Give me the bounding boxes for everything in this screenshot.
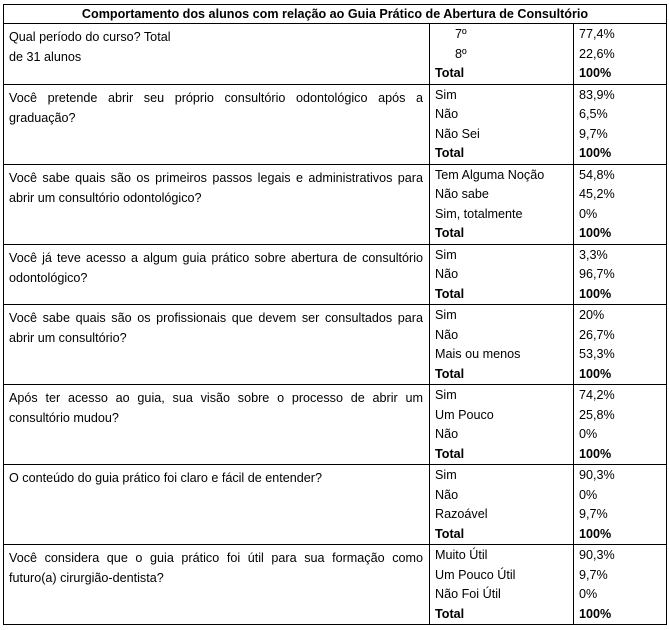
option-percentage: 22,6% [579,46,615,61]
option-percentage: 0% [579,587,598,601]
option-percentage: 6,5% [579,107,608,121]
table-header-row [4,5,667,24]
total-label: Total [435,286,465,301]
question-cell [4,545,430,625]
question-text: Você sabe quais são os primeiros passos legais e administrativos para abrir um consultório odontológico? [9,170,423,205]
option-percentage: 9,7% [579,507,608,521]
options-cell [430,545,574,625]
total-label: Total [435,226,465,240]
option-label: 7º [455,27,467,41]
option-percentage: 90,3% [579,548,615,562]
table-row [4,385,667,465]
total-label: Total [435,146,465,160]
option-percentage: 45,2% [579,187,615,201]
table-row [4,305,667,385]
question-cell [4,385,430,465]
table-row [4,84,667,164]
values-cell [574,24,667,85]
survey-table-container [3,4,667,625]
option-label: Não [435,427,459,441]
option-label: Não [435,487,459,502]
option-percentage: 25,8% [579,407,615,422]
option-label: Um Pouco Útil [435,567,516,582]
options-cell [430,84,574,164]
total-value: 100% [579,286,612,301]
option-label: Sim [435,87,457,102]
table-row [4,465,667,545]
question-cell [4,305,430,385]
total-value: 100% [579,446,612,461]
option-label: Um Pouco [435,407,494,422]
values-cell [574,244,667,305]
total-label: Total [435,366,465,381]
option-label: Mais ou menos [435,347,521,361]
table-row [4,244,667,305]
option-label: Não Foi Útil [435,587,501,601]
question-text: Você já teve acesso a algum guia prático sobre abertura de consultório odontológico? [9,250,423,285]
options-cell [430,24,574,85]
option-label: Tem Alguma Noção [435,167,545,182]
option-label: Muito Útil [435,548,488,562]
option-label: Não sabe [435,187,489,201]
total-value: 100% [579,226,612,240]
total-value: 100% [579,366,612,381]
total-value: 100% [579,146,612,160]
total-label: Total [435,66,465,80]
total-label: Total [435,606,465,621]
option-label: Não Sei [435,126,480,141]
option-percentage: 74,2% [579,388,615,402]
options-cell [430,305,574,385]
total-value: 100% [579,526,612,541]
table-row [4,164,667,244]
option-percentage: 0% [579,206,598,221]
question-text: Você sabe quais são os profissionais que devem ser consultados para abrir um consultório? [9,311,423,345]
values-cell [574,84,667,164]
values-cell [574,305,667,385]
option-label: Sim [435,468,457,482]
values-cell [574,545,667,625]
question-text-line: Qual período do curso? Total [9,30,171,44]
table-body [4,24,667,625]
option-label: Não [435,267,459,281]
options-cell [430,244,574,305]
values-cell [574,385,667,465]
question-text: Após ter acesso ao guia, sua visão sobre o processo de abrir um consultório mudou? [9,391,423,425]
option-percentage: 90,3% [579,468,615,482]
option-label: Não [435,107,459,121]
total-label: Total [435,526,465,541]
total-value: 100% [579,606,612,621]
option-label: Sim [435,247,457,262]
question-cell [4,84,430,164]
option-percentage: 26,7% [579,327,615,342]
question-text: O conteúdo do guia prático foi claro e fácil de entender? [9,471,322,485]
table-row [4,24,667,85]
question-text: Você pretende abrir seu próprio consultório odontológico após a graduação? [9,90,423,125]
values-cell [574,164,667,244]
total-value: 100% [579,66,612,80]
question-text-line: de 31 alunos [9,50,82,64]
option-percentage: 3,3% [579,247,608,262]
option-label: 8º [455,46,467,61]
question-cell [4,465,430,545]
survey-table [3,4,667,625]
table-row [4,545,667,625]
option-label: Sim [435,388,457,402]
table-title: Comportamento dos alunos com relação ao Guia Prático de Abertura de Consultório [4,5,667,24]
option-percentage: 0% [579,487,598,502]
option-label: Sim, totalmente [435,206,523,221]
option-percentage: 54,8% [579,167,615,182]
option-percentage: 20% [579,308,605,322]
option-percentage: 77,4% [579,27,615,41]
option-label: Sim [435,308,457,322]
option-percentage: 9,7% [579,567,608,582]
question-cell [4,24,430,85]
options-cell [430,465,574,545]
option-percentage: 96,7% [579,267,615,281]
option-percentage: 9,7% [579,126,608,141]
question-cell [4,244,430,305]
option-percentage: 0% [579,427,598,441]
options-cell [430,164,574,244]
option-label: Razoável [435,507,488,521]
total-label: Total [435,446,465,461]
values-cell [574,465,667,545]
question-text: Você considera que o guia prático foi útil para sua formação como futuro(a) cirurgião-dentista? [9,551,423,585]
option-percentage: 83,9% [579,87,615,102]
option-label: Não [435,327,459,342]
options-cell [430,385,574,465]
question-cell [4,164,430,244]
option-percentage: 53,3% [579,347,615,361]
